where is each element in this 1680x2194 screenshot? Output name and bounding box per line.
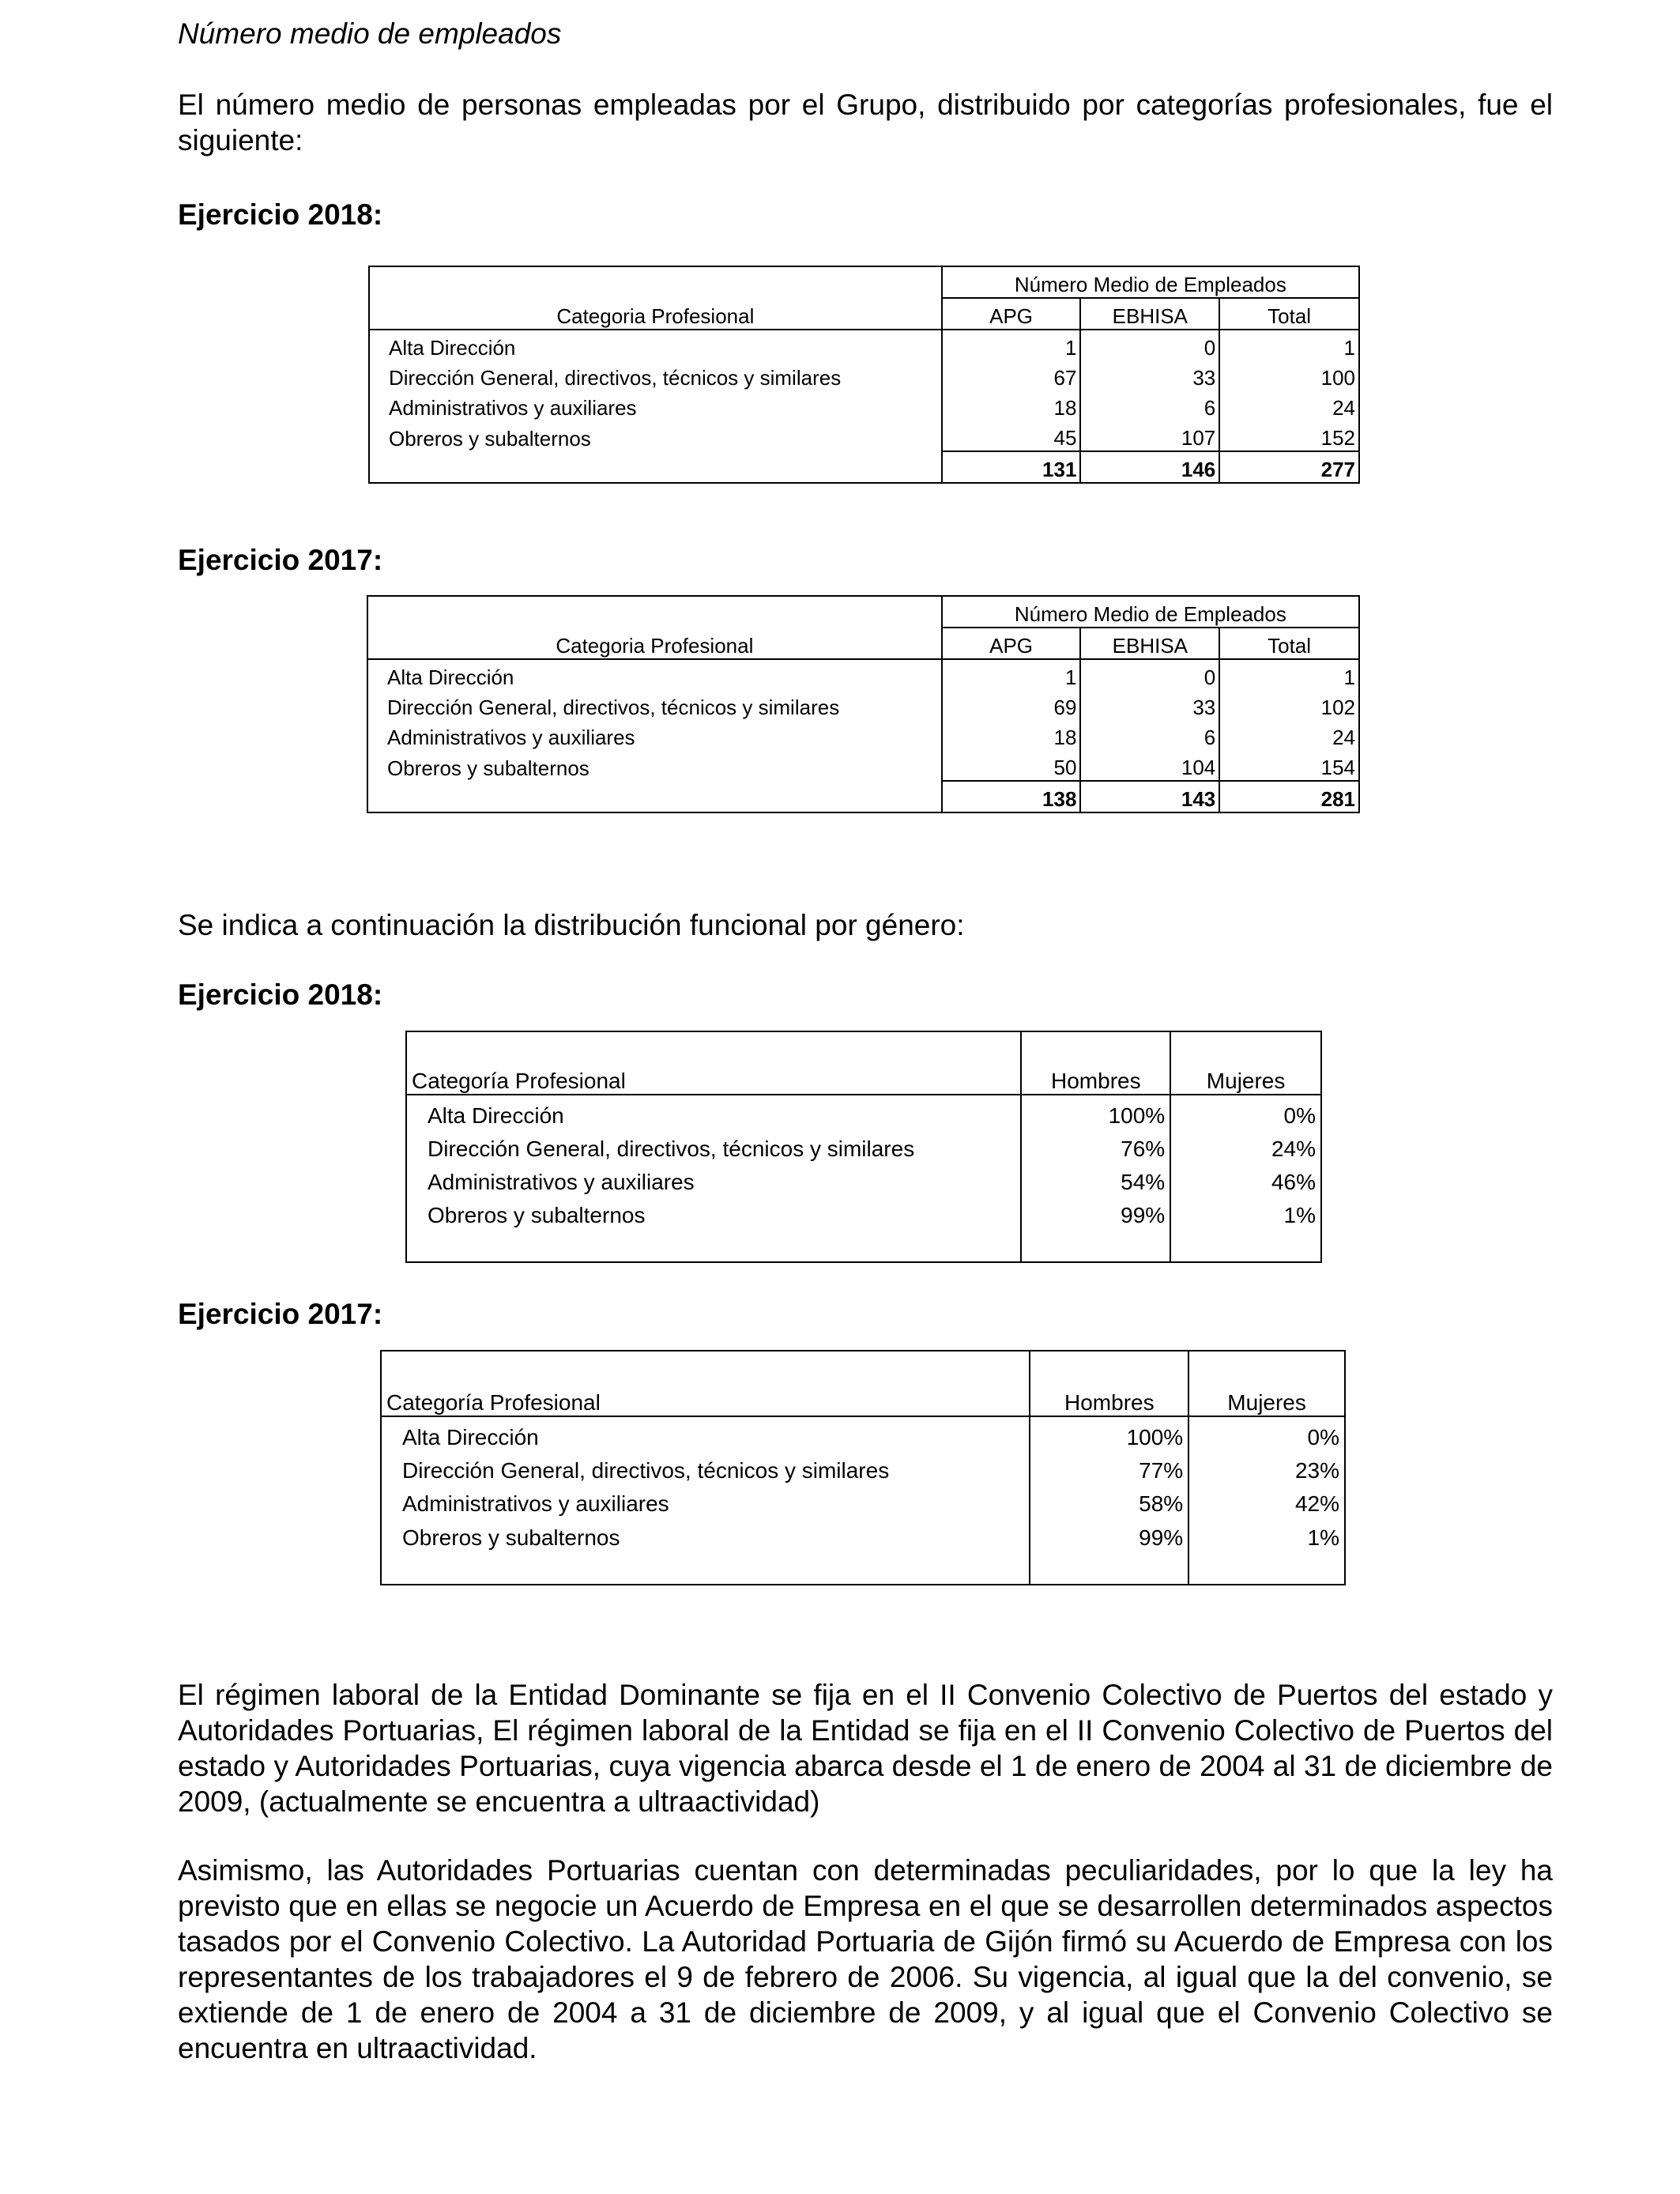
row-mujeres: 1% <box>1170 1195 1321 1228</box>
col-header-total: Total <box>1219 628 1359 659</box>
table-row <box>367 720 1359 750</box>
row-hombres: 100% <box>1030 1416 1188 1450</box>
row-mujeres: 42% <box>1188 1483 1345 1517</box>
row-ebhisa: 6 <box>1080 720 1219 750</box>
row-ebhisa: 33 <box>1080 360 1219 390</box>
table-row <box>406 1195 1321 1228</box>
col-header-category: Categoria Profesional <box>367 628 942 659</box>
section-title: Número medio de empleados <box>178 17 562 50</box>
row-category: Alta Dirección <box>381 1416 1030 1450</box>
employees-2017-heading: Ejercicio 2017: <box>178 544 383 576</box>
col-header-apg: APG <box>942 628 1081 659</box>
row-category: Obreros y subalternos <box>406 1195 1021 1228</box>
row-mujeres: 46% <box>1170 1162 1321 1195</box>
row-hombres: 77% <box>1030 1450 1188 1483</box>
row-hombres: 99% <box>1030 1517 1188 1550</box>
row-apg: 18 <box>942 720 1081 750</box>
col-header-mujeres: Mujeres <box>1188 1351 1345 1416</box>
col-header-category: Categoria Profesional <box>369 298 942 330</box>
row-category: Obreros y subalternos <box>381 1517 1030 1550</box>
row-mujeres: 24% <box>1170 1129 1321 1162</box>
row-apg: 45 <box>942 420 1081 451</box>
labor-regime-paragraph: El régimen laboral de la Entidad Dominante se fija en el II Convenio Colectivo de Puertos del estado y Autoridades Portuarias, El régimen laboral de la Entidad se fija en el II Convenio Colectivo de Puertos del estado y Autoridades Portuarias, cuya vigencia abarca desde el 1 de enero de 2004 al 31 de diciembre de 2009, (actualmente se encuentra a ultraactividad) <box>178 1679 1553 1818</box>
totals-row <box>367 781 1359 812</box>
row-mujeres: 0% <box>1170 1095 1321 1129</box>
row-mujeres: 0% <box>1188 1416 1345 1450</box>
row-apg: 69 <box>942 690 1081 720</box>
row-ebhisa: 6 <box>1080 390 1219 420</box>
row-ebhisa: 107 <box>1080 420 1219 451</box>
row-total: 24 <box>1219 720 1359 750</box>
row-total: 100 <box>1219 360 1359 390</box>
total-apg: 131 <box>942 451 1081 483</box>
col-header-hombres: Hombres <box>1021 1031 1170 1095</box>
company-agreement-paragraph: Asimismo, las Autoridades Portuarias cuentan con determinadas peculiaridades, por lo que la ley ha previsto que en ellas se negocie un Acuerdo de Empresa en el que se desarrollen determinados aspectos tasados por el Convenio Colectivo. La Autoridad Portuaria de Gijón firmó su Acuerdo de Empresa con los representantes de los trabajadores el 9 de febrero de 2006. Su vigencia, al igual que la del convenio, se extiende de 1 de enero de 2004 a 31 de diciembre de 2009, y al igual que el Convenio Colectivo se encuentra en ultraactividad. <box>178 1854 1553 2064</box>
row-total: 152 <box>1219 420 1359 451</box>
total-total: 281 <box>1219 781 1359 812</box>
row-category: Dirección General, directivos, técnicos y similares <box>381 1450 1030 1483</box>
row-total: 1 <box>1219 330 1359 360</box>
row-ebhisa: 104 <box>1080 750 1219 781</box>
row-category: Administrativos y auxiliares <box>367 720 942 750</box>
table-row <box>406 1095 1321 1129</box>
row-hombres: 99% <box>1021 1195 1170 1228</box>
table-row <box>406 1129 1321 1162</box>
row-apg: 67 <box>942 360 1081 390</box>
table-row <box>381 1416 1345 1450</box>
totals-row <box>369 451 1359 483</box>
employees-table-2017 <box>367 595 1360 813</box>
row-ebhisa: 0 <box>1080 659 1219 690</box>
row-category: Dirección General, directivos, técnicos y similares <box>406 1129 1021 1162</box>
col-header-ebhisa: EBHISA <box>1080 298 1219 330</box>
row-apg: 1 <box>942 330 1081 360</box>
row-total: 102 <box>1219 690 1359 720</box>
gender-table-2018 <box>405 1031 1322 1263</box>
row-category: Obreros y subalternos <box>369 420 942 451</box>
gender-table-2017 <box>380 1350 1346 1585</box>
row-category: Dirección General, directivos, técnicos y similares <box>367 690 942 720</box>
table-row <box>381 1517 1345 1550</box>
col-header-apg: APG <box>942 298 1081 330</box>
total-ebhisa: 143 <box>1080 781 1219 812</box>
row-apg: 18 <box>942 390 1081 420</box>
col-header-category: Categoría Profesional <box>406 1031 1021 1095</box>
gender-2017-heading: Ejercicio 2017: <box>178 1298 383 1330</box>
row-ebhisa: 33 <box>1080 690 1219 720</box>
group-header: Número Medio de Empleados <box>942 596 1359 628</box>
row-category: Obreros y subalternos <box>367 750 942 781</box>
row-category: Alta Dirección <box>369 330 942 360</box>
intro-paragraph: El número medio de personas empleadas por el Grupo, distribuido por categorías profesionales, fue el siguiente: <box>178 89 1553 156</box>
row-category: Administrativos y auxiliares <box>406 1162 1021 1195</box>
group-header: Número Medio de Empleados <box>942 266 1359 298</box>
table-row <box>369 420 1359 451</box>
employees-table-2018 <box>368 266 1360 484</box>
col-header-ebhisa: EBHISA <box>1080 628 1219 659</box>
row-apg: 50 <box>942 750 1081 781</box>
table-row <box>369 360 1359 390</box>
row-hombres: 76% <box>1021 1129 1170 1162</box>
total-total: 277 <box>1219 451 1359 483</box>
row-total: 24 <box>1219 390 1359 420</box>
employees-2018-heading: Ejercicio 2018: <box>178 198 383 231</box>
row-apg: 1 <box>942 659 1081 690</box>
row-category: Alta Dirección <box>406 1095 1021 1129</box>
row-mujeres: 23% <box>1188 1450 1345 1483</box>
row-ebhisa: 0 <box>1080 330 1219 360</box>
table-row <box>369 390 1359 420</box>
col-header-category: Categoría Profesional <box>381 1351 1030 1416</box>
col-header-mujeres: Mujeres <box>1170 1031 1321 1095</box>
row-category: Administrativos y auxiliares <box>381 1483 1030 1517</box>
row-category: Administrativos y auxiliares <box>369 390 942 420</box>
col-header-hombres: Hombres <box>1030 1351 1188 1416</box>
row-hombres: 58% <box>1030 1483 1188 1517</box>
row-mujeres: 1% <box>1188 1517 1345 1550</box>
table-row <box>406 1162 1321 1195</box>
col-header-total: Total <box>1219 298 1359 330</box>
total-ebhisa: 146 <box>1080 451 1219 483</box>
gender-intro: Se indica a continuación la distribución funcional por género: <box>178 909 965 941</box>
table-row <box>367 690 1359 720</box>
row-category: Dirección General, directivos, técnicos y similares <box>369 360 942 390</box>
row-total: 1 <box>1219 659 1359 690</box>
gender-2018-heading: Ejercicio 2018: <box>178 978 383 1011</box>
table-row <box>367 659 1359 690</box>
table-row <box>381 1450 1345 1483</box>
table-row <box>381 1483 1345 1517</box>
table-row <box>369 330 1359 360</box>
row-category: Alta Dirección <box>367 659 942 690</box>
row-hombres: 54% <box>1021 1162 1170 1195</box>
total-apg: 138 <box>942 781 1081 812</box>
row-hombres: 100% <box>1021 1095 1170 1129</box>
table-row <box>367 750 1359 781</box>
row-total: 154 <box>1219 750 1359 781</box>
